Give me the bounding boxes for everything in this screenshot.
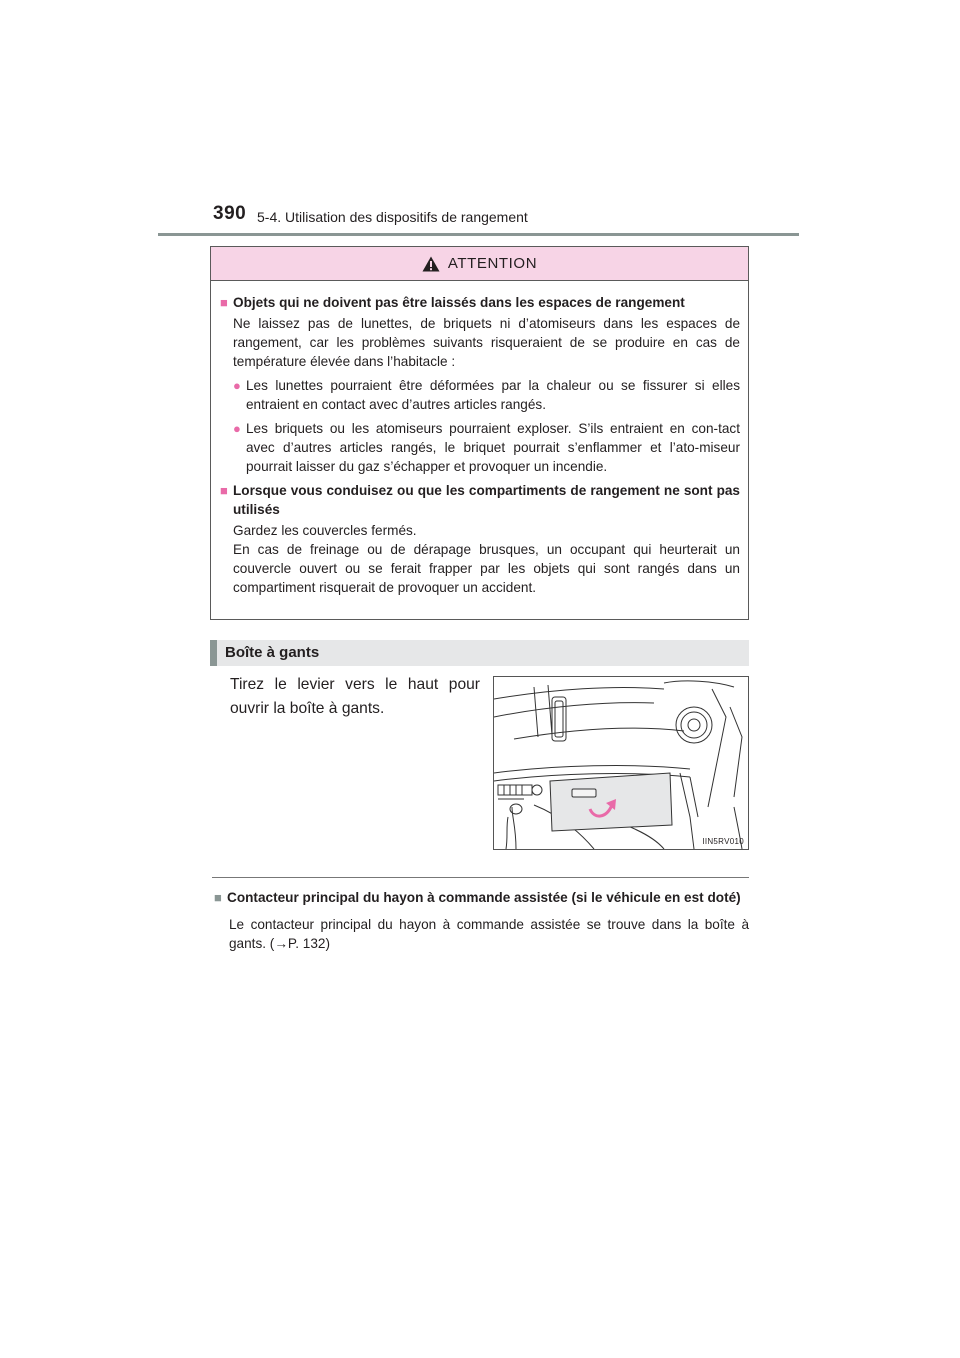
- section-title: 5-4. Utilisation des dispositifs de rangement: [257, 209, 528, 225]
- section-heading-bar: [210, 640, 749, 666]
- note-heading: ■ Contacteur principal du hayon à commande assistée (si le véhicule en est doté): [214, 890, 741, 905]
- dashboard-drawing: [494, 677, 748, 849]
- attention-paragraph-1: Ne laissez pas de lunettes, de briquets ni d’atomiseurs dans les espaces de rangement, car les problèmes suivants risqueraient de se produire en cas de température élevée dans l’habitacle :: [233, 316, 740, 369]
- header-rule: [158, 233, 799, 236]
- attention-bullet-2: ● Les briquets ou les atomiseurs pourraient exploser. S’ils entraient en con-tact avec d’autres articles rangés, le briquet pourrait s’enflammer et l’ato-miseur pourrait laisser du gaz s’échapper et provoquer un incendie.: [233, 421, 740, 474]
- attention-box: [210, 246, 749, 620]
- circle-bullet-icon: ●: [233, 378, 241, 393]
- note-paragraph: Le contacteur principal du hayon à commande assistée se trouve dans la boîte à gants. (→P. 132): [229, 917, 749, 951]
- note-block: [214, 888, 749, 953]
- square-bullet-icon: ■: [220, 295, 228, 310]
- section-heading: Boîte à gants: [225, 644, 320, 661]
- attention-paragraph-2a: Gardez les couvercles fermés.: [233, 523, 417, 538]
- warning-icon: [422, 256, 440, 272]
- attention-title: ATTENTION: [447, 255, 538, 272]
- attention-heading-2: ■ Lorsque vous conduisez ou que les compartiments de rangement ne sont pas utilisés: [220, 483, 740, 517]
- divider: [212, 877, 749, 878]
- page-number: 390: [213, 203, 247, 224]
- attention-header: [211, 247, 748, 281]
- glovebox-illustration: [493, 676, 749, 850]
- square-bullet-icon: ■: [220, 483, 228, 498]
- figure-code: IIN5RV010: [702, 837, 744, 846]
- attention-paragraph-2b: En cas de freinage ou de dérapage brusques, un occupant qui heurterait un couvercle ouvert ou se ferait frapper par les objets qui sont rangés dans un compartiment risquerait de provoquer un accident.: [233, 542, 740, 595]
- glovebox-instruction: Tirez le levier vers le haut pour ouvrir la boîte à gants.: [230, 676, 480, 717]
- section-accent: [210, 640, 217, 666]
- square-bullet-icon: ■: [214, 890, 222, 905]
- attention-bullet-1: ● Les lunettes pourraient être déformées par la chaleur ou se fissurer si elles entraient en contact avec d’autres articles rangés.: [233, 378, 740, 412]
- circle-bullet-icon: ●: [233, 421, 241, 436]
- attention-heading-1: ■ Objets qui ne doivent pas être laissés dans les espaces de rangement: [220, 295, 685, 310]
